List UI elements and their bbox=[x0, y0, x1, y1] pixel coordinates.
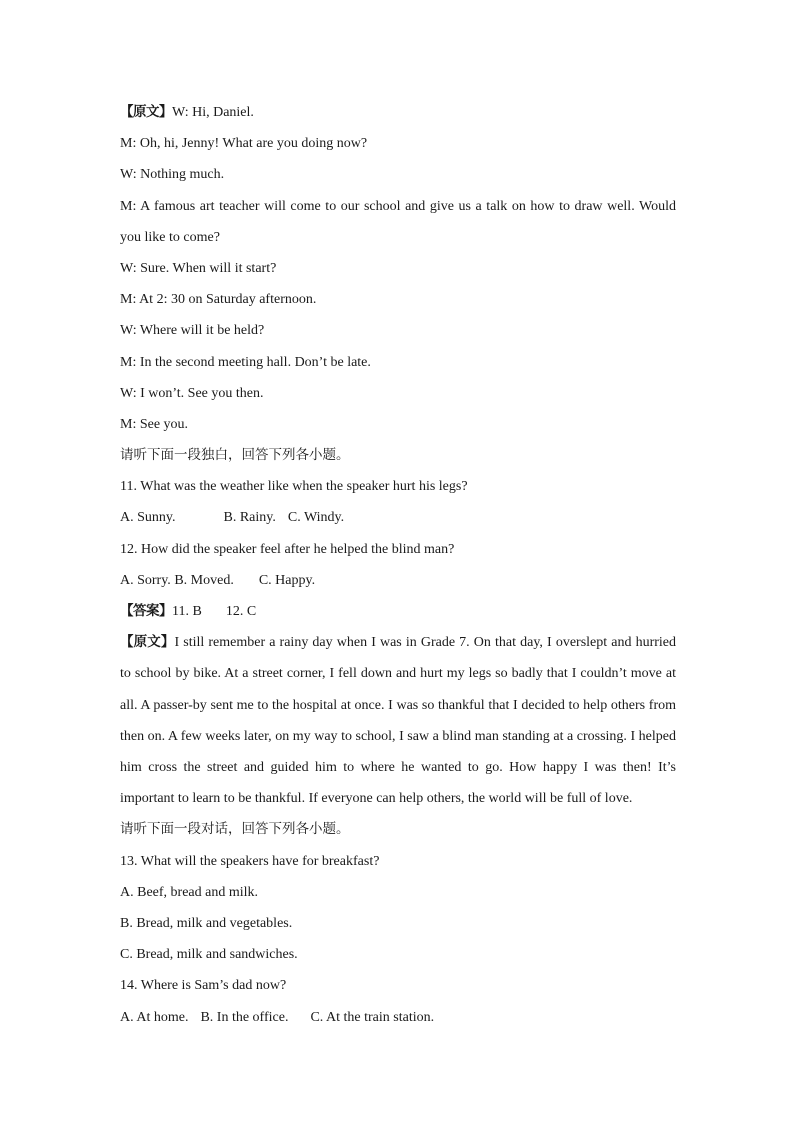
dialogue-line: W: Sure. When will it start? bbox=[120, 260, 277, 276]
option-b: B. Moved. bbox=[174, 572, 234, 588]
option-b: B. Bread, milk and vegetables. bbox=[120, 916, 293, 931]
answer-12: 12. C bbox=[225, 604, 257, 620]
dialogue-line: M: Oh, hi, Jenny! What are you doing now? bbox=[120, 136, 368, 152]
option-c: C. Bread, milk and sandwiches. bbox=[120, 947, 298, 963]
dialogue-line: W: Nothing much. bbox=[120, 167, 225, 183]
question-stem: 14. Where is Sam’s dad now? bbox=[120, 978, 287, 994]
monologue-transcript bbox=[120, 627, 676, 814]
question-stem: 12. How did the speaker feel after he helped the blind man? bbox=[120, 541, 455, 557]
dialogue-line: M: In the second meeting hall. Don’t be late. bbox=[120, 354, 371, 370]
dialogue-line: W: I won’t. See you then. bbox=[120, 385, 264, 401]
dialogue-line: M: A famous art teacher will come to our school and give us a talk on how to draw well. Would you like to come? bbox=[120, 198, 676, 245]
option-a: A. Sunny. bbox=[120, 510, 176, 526]
transcript-tag: 【原文】 bbox=[120, 104, 172, 120]
option-c: C. Happy. bbox=[258, 572, 316, 588]
question-stem: 13. What will the speakers have for breakfast? bbox=[120, 853, 380, 869]
question-stem: 11. What was the weather like when the speaker hurt his legs? bbox=[120, 479, 468, 495]
option-b: B. In the office. bbox=[200, 1009, 289, 1025]
dialogue-line: M: See you. bbox=[120, 416, 189, 432]
dialogue-text: W: Hi, Daniel. bbox=[172, 105, 254, 120]
dialogue-line: W: Where will it be held? bbox=[120, 323, 265, 339]
option-c: C. Windy. bbox=[287, 510, 345, 526]
section-instruction: 请听下面一段对话，回答下列各小题。 bbox=[120, 821, 350, 838]
transcript-text: I still remember a rainy day when I was in Grade 7. On that day, I overslept and hurried to school by bike. At a street corner, I fell down and hurt my legs so badly that I couldn’t move at all. A passer-by sent me to the hospital at once. I was so thankful that I decided to help others from then on. A few weeks later, on my way to school, I saw a blind man standing at a crossing. I helped him cross the street and guided him to where he wanted to go. How happy I was then! It’s important to learn to be thankful. If everyone can help others, the world will be full of love. bbox=[120, 635, 676, 807]
answer-11: 11. B bbox=[172, 604, 202, 620]
option-b: B. Rainy. bbox=[223, 510, 276, 526]
document-page bbox=[120, 97, 676, 1033]
answer-tag: 【答案】 bbox=[120, 603, 172, 620]
option-c: C. At the train station. bbox=[310, 1009, 435, 1025]
section-instruction: 请听下面一段独白，回答下列各小题。 bbox=[120, 447, 350, 464]
question-options bbox=[120, 1002, 676, 1033]
dialogue-line: M: At 2: 30 on Saturday afternoon. bbox=[120, 292, 317, 308]
question-options bbox=[120, 565, 676, 596]
question-options bbox=[120, 502, 676, 533]
option-a: A. At home. bbox=[120, 1009, 189, 1025]
option-a: A. Beef, bread and milk. bbox=[120, 884, 259, 900]
answer-line bbox=[120, 596, 676, 627]
transcript-tag: 【原文】 bbox=[120, 634, 175, 651]
option-a: A. Sorry. bbox=[120, 572, 171, 588]
dialogue-line bbox=[120, 97, 676, 128]
